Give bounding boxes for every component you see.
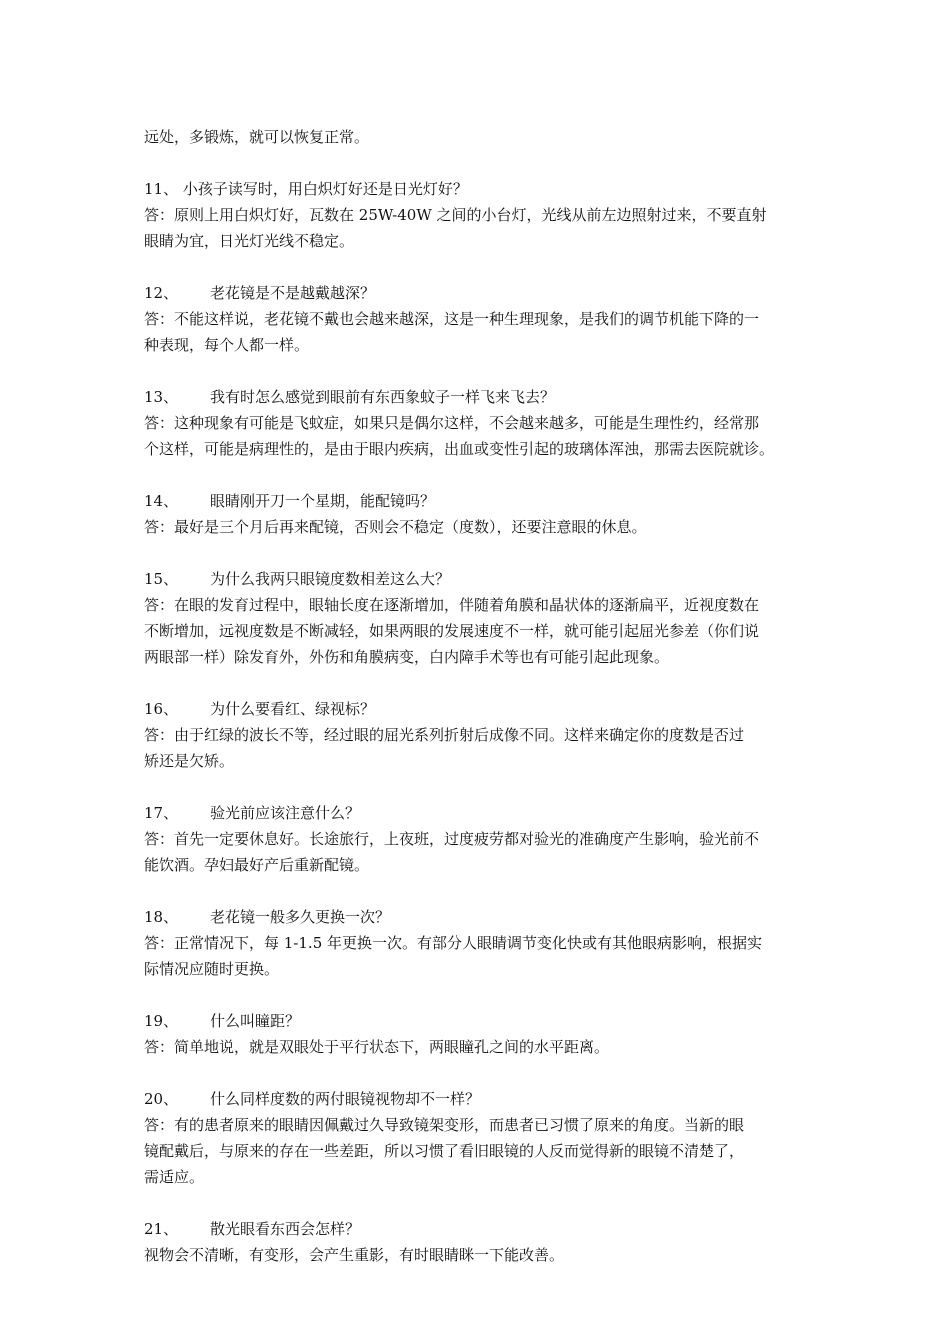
answer-line: 答：原则上用白炽灯好，瓦数在 25W-40W 之间的小台灯，光线从前左边照射过来，不要直射: [144, 206, 767, 224]
question-text: 验光前应该注意什么？: [210, 804, 361, 822]
question-number: 20、: [144, 1090, 179, 1108]
question-text: 什么叫瞳距？: [210, 1012, 301, 1030]
question-line: [144, 1216, 814, 1242]
answer-line: 矫还是欠矫。: [144, 752, 235, 770]
qa-item-11: [144, 176, 814, 254]
answer-line: 视物会不清晰，有变形，会产生重影，有时眼睛眯一下能改善。: [144, 1246, 565, 1264]
answer-line: 答：由于红绿的波长不等，经过眼的屈光系列折射后成像不同。这样来确定你的度数是否过: [144, 726, 745, 744]
question-number: 16、: [144, 700, 179, 718]
answer-line: 际情况应随时更换。: [144, 960, 280, 978]
question-number: 15、: [144, 570, 179, 588]
intro-line: 远处，多锻炼，就可以恢复正常。: [144, 128, 370, 146]
answer-line: 个这样，可能是病理性的，是由于眼内疾病，出血或变性引起的玻璃体浑浊，那需去医院就诊。: [144, 440, 775, 458]
answer-line: 答：在眼的发育过程中，眼轴长度在逐渐增加，伴随着角膜和晶状体的逐渐扁平，近视度数在: [144, 596, 760, 614]
document-page: [144, 124, 814, 1268]
question-text: 为什么要看红、绿视标？: [210, 700, 376, 718]
question-text: 为什么我两只眼镜度数相差这么大？: [210, 570, 451, 588]
qa-item-20: [144, 1086, 814, 1190]
question-text: 眼睛刚开刀一个星期，能配镜吗？: [210, 492, 436, 510]
answer-line: 不断增加，远视度数是不断减轻，如果两眼的发展速度不一样，就可能引起屈光参差（你们说: [144, 622, 760, 640]
qa-item-17: [144, 800, 814, 878]
question-text: 我有时怎么感觉到眼前有东西象蚊子一样飞来飞去？: [210, 388, 556, 406]
answer-line: 答：正常情况下，每 1-1.5 年更换一次。有部分人眼睛调节变化快或有其他眼病影响，根据实: [144, 934, 763, 952]
question-line: [144, 1086, 814, 1112]
answer-line: 两眼部一样）除发育外，外伤和角膜病变，白内障手术等也有可能引起此现象。: [144, 648, 670, 666]
answer-line: 答：有的患者原来的眼睛因佩戴过久导致镜架变形，而患者已习惯了原来的角度。当新的眼: [144, 1116, 745, 1134]
qa-item-18: [144, 904, 814, 982]
question-text: 老花镜是不是越戴越深？: [210, 284, 376, 302]
question-number: 17、: [144, 804, 179, 822]
question-line: [144, 566, 814, 592]
answer-line: 答：简单地说，就是双眼处于平行状态下，两眼瞳孔之间的水平距离。: [144, 1038, 610, 1056]
qa-item-19: [144, 1008, 814, 1060]
question-number: 19、: [144, 1012, 179, 1030]
question-line: [144, 696, 814, 722]
question-number: 13、: [144, 388, 179, 406]
answer-line: 种表现，每个人都一样。: [144, 336, 310, 354]
answer-line: 镜配戴后，与原来的存在一些差距，所以习惯了看旧眼镜的人反而觉得新的眼镜不清楚了，: [144, 1142, 745, 1160]
answer-line: 能饮酒。孕妇最好产后重新配镜。: [144, 856, 370, 874]
question-text: 什么同样度数的两付眼镜视物却不一样？: [210, 1090, 481, 1108]
question-line: [144, 1008, 814, 1034]
question-number: 14、: [144, 492, 179, 510]
qa-item-13: [144, 384, 814, 462]
answer-line: 需适应。: [144, 1168, 205, 1186]
answer-line: 答：这种现象有可能是飞蚊症，如果只是偶尔这样，不会越来越多，可能是生理性约，经常那: [144, 414, 760, 432]
question-line: [144, 176, 814, 202]
question-line: [144, 384, 814, 410]
question-number: 11、: [144, 180, 179, 198]
qa-item-16: [144, 696, 814, 774]
question-text: 小孩子读写时，用白炽灯好还是日光灯好？: [182, 180, 468, 198]
qa-item-21: [144, 1216, 814, 1268]
question-text: 老花镜一般多久更换一次？: [210, 908, 391, 926]
qa-item-12: [144, 280, 814, 358]
qa-item-15: [144, 566, 814, 670]
answer-line: 答：最好是三个月后再来配镜，否则会不稳定（度数），还要注意眼的休息。: [144, 518, 647, 536]
qa-item-14: [144, 488, 814, 540]
question-line: [144, 488, 814, 514]
answer-line: 眼睛为宜，日光灯光线不稳定。: [144, 232, 355, 250]
question-line: [144, 800, 814, 826]
question-line: [144, 904, 814, 930]
question-number: 12、: [144, 284, 179, 302]
answer-line: 答：不能这样说，老花镜不戴也会越来越深，这是一种生理现象，是我们的调节机能下降的一: [144, 310, 760, 328]
question-number: 21、: [144, 1220, 179, 1238]
question-number: 18、: [144, 908, 179, 926]
question-line: [144, 280, 814, 306]
question-text: 散光眼看东西会怎样？: [210, 1220, 361, 1238]
answer-line: 答：首先一定要休息好。长途旅行，上夜班，过度疲劳都对验光的准确度产生影响，验光前不: [144, 830, 760, 848]
